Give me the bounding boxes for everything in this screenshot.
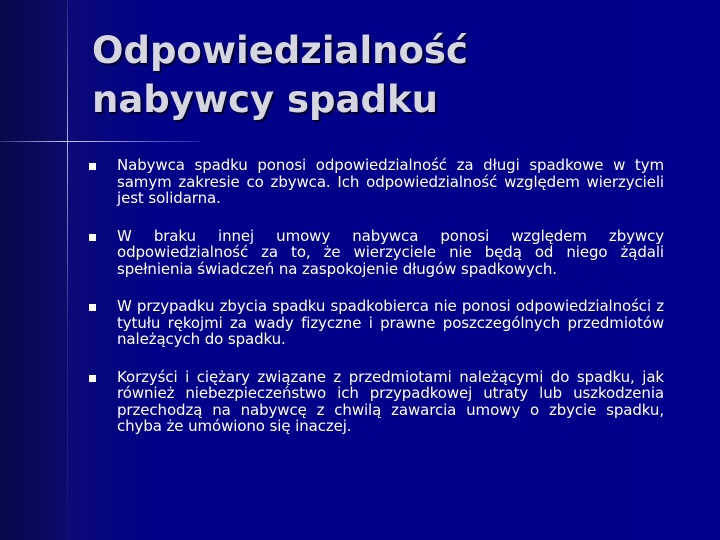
bullet-item-1 [88,157,664,207]
horizontal-accent-line [0,141,200,142]
square-bullet-icon [89,163,96,170]
bullet-item-4 [88,369,664,435]
bullet-list [88,157,664,435]
slide-title-line-2: nabywcy spadku [92,78,438,121]
bullet-text-2: W braku innej umowy nabywca ponosi względem zbywcy odpowiedzialność za to, że wierzyciele nie będą od niego żądali spełnienia świadczeń na zaspokojenie długów spadkowych. [117,226,664,278]
vertical-accent-line [67,0,68,540]
bullet-text-3: W przypadku zbycia spadku spadkobierca nie ponosi odpowiedzialności z tytułu rękojmi za wady fizyczne i prawne poszczególnych przedmiotów należących do spadku. [117,297,664,348]
square-bullet-icon [89,304,96,311]
bullet-item-3 [88,298,664,348]
left-band-decoration [0,0,68,540]
slide-title-line-1: Odpowiedzialność [92,29,468,72]
square-bullet-icon [89,375,96,382]
bullet-text-1: Nabywca spadku ponosi odpowiedzialność za długi spadkowe w tym samym zakresie co zbywca. Ich odpowiedzialność względem wierzycieli jest solidarna. [117,156,664,207]
slide-title [92,26,468,124]
bullet-item-2 [88,228,664,278]
square-bullet-icon [89,234,96,241]
bullet-text-4: Korzyści i ciężary związane z przedmiotami należącymi do spadku, jak również niebezpieczeństwo ich przypadkowej utraty lub uszkodzenia przechodzą na nabywcę z chwilą zawarcia umowy o zbycie spadku, chyba że umówiono się inaczej. [117,367,664,435]
